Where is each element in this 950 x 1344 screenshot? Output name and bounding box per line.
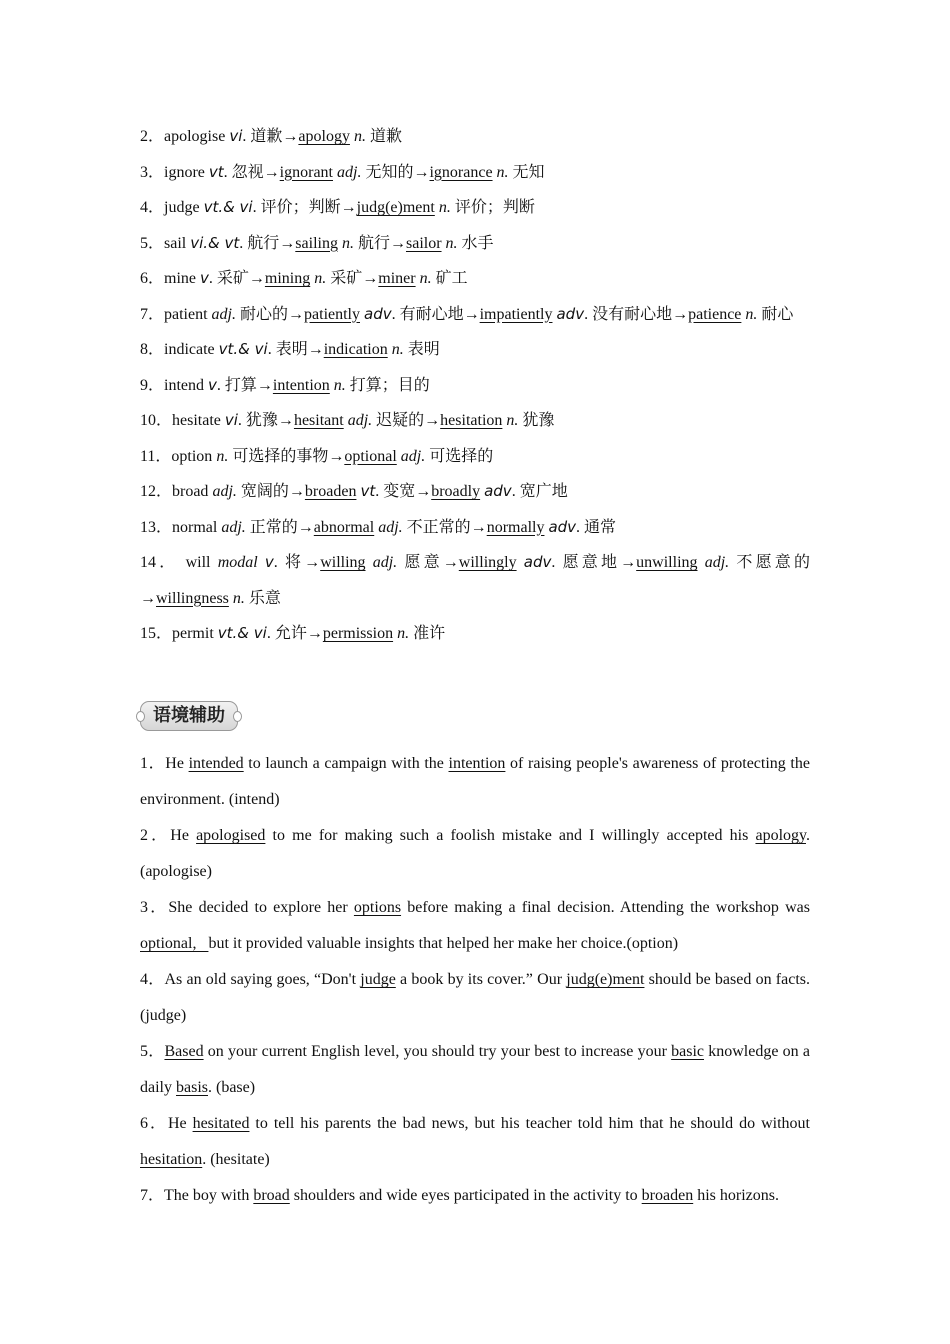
text-segment: 3．She decided to explore her <box>140 899 354 916</box>
text-segment: 道歉 <box>365 128 402 145</box>
vocab-item <box>140 545 810 616</box>
text-segment: . 犹豫→ <box>237 412 294 429</box>
text-segment: 10．hesitate <box>140 412 225 429</box>
context-sentence <box>140 890 810 962</box>
part-of-speech: adj. <box>365 554 398 571</box>
context-sentence <box>140 1034 810 1106</box>
answer-word: permission <box>322 625 394 642</box>
part-of-speech: adv <box>484 482 512 500</box>
part-of-speech: n. <box>329 376 346 394</box>
vocab-item <box>140 439 810 475</box>
text-segment: 可选择的 <box>425 447 494 465</box>
text-segment: . 道歉→ <box>242 128 299 145</box>
text-segment: 宽阔的→ <box>236 483 305 500</box>
text-segment: 耐心的→ <box>236 305 305 323</box>
text-segment: . 采矿→ <box>208 270 265 287</box>
part-of-speech: adj. <box>221 518 246 536</box>
answer-word: indication <box>323 341 388 358</box>
text-segment: . (base) <box>208 1079 256 1096</box>
part-of-speech: adj. <box>211 305 236 323</box>
text-segment: 无知 <box>508 163 545 181</box>
text-segment: but it provided valuable insights that helped her make her choice.(option) <box>208 935 679 952</box>
text-segment: . 通常 <box>576 518 617 536</box>
part-of-speech: adj. <box>333 163 362 181</box>
text-segment: . 航行→ <box>239 234 296 252</box>
text-segment: 愿意→ <box>397 554 459 571</box>
answer-word: abnormal <box>313 518 375 536</box>
text-segment: 14． will <box>140 554 218 571</box>
part-of-speech: adv <box>364 304 392 323</box>
text-segment: 5． <box>140 1043 165 1060</box>
text-segment: 犹豫 <box>518 412 555 429</box>
text-segment: 航行→ <box>353 234 406 252</box>
text-segment: 5．sail <box>140 234 191 252</box>
text-segment: . 表明→ <box>267 341 324 358</box>
answer-word: impatiently <box>479 305 553 323</box>
part-of-speech: adj. <box>697 554 730 571</box>
context-sentence <box>140 818 810 890</box>
part-of-speech: n. <box>741 305 758 323</box>
text-segment: . 有耐心地→ <box>391 305 480 323</box>
answer-word: ignorant <box>279 163 333 181</box>
answer-word: broaden <box>304 483 357 500</box>
context-sentence <box>140 1178 810 1214</box>
text-segment: 11．option <box>140 447 217 465</box>
vocab-item <box>140 297 810 333</box>
text-segment: . (apologise) <box>140 827 810 880</box>
part-of-speech: vt <box>208 162 224 181</box>
part-of-speech: n. <box>434 199 451 216</box>
answer-word: patiently <box>304 305 360 323</box>
vocab-item <box>140 119 810 155</box>
part-of-speech: v <box>200 269 209 287</box>
answer-word: patience <box>688 305 742 323</box>
answer-word: optional <box>344 447 397 465</box>
text-segment: to tell his parents the bad news, but his teacher told him that he should do without <box>249 1115 810 1132</box>
text-segment: 12．broad <box>140 483 213 500</box>
text-segment: 评价；判断 <box>450 199 535 216</box>
text-segment: 可选择的事物→ <box>228 447 345 465</box>
text-segment: . 允许→ <box>266 625 323 642</box>
part-of-speech: n. <box>492 163 509 181</box>
part-of-speech: vt.& vi <box>218 340 268 358</box>
vocab-item <box>140 155 810 191</box>
part-of-speech: n. <box>228 589 245 607</box>
vocab-item <box>140 616 810 652</box>
vocab-item <box>140 261 810 297</box>
part-of-speech: adj. <box>396 447 426 465</box>
text-segment: 4．judge <box>140 199 204 216</box>
part-of-speech: n. <box>502 412 519 429</box>
answer-word: hesitant <box>293 412 344 429</box>
answer-word: mining <box>264 270 311 287</box>
answer-word: intention <box>272 376 330 394</box>
answer-word: ignorance <box>429 163 493 181</box>
part-of-speech: adv <box>523 553 552 571</box>
answer-word: sailing <box>295 234 338 252</box>
part-of-speech: adv <box>548 517 577 536</box>
part-of-speech: n. <box>349 128 366 145</box>
part-of-speech: vi.& vt <box>190 233 240 252</box>
text-segment: 表明 <box>403 341 440 358</box>
answer-word: intended <box>188 755 244 772</box>
text-segment: should be based on facts. (judge) <box>140 971 811 1024</box>
vocab-item <box>140 474 810 510</box>
text-segment: 3．ignore <box>140 163 209 181</box>
text-segment: 准许 <box>409 625 446 642</box>
context-sentence <box>140 746 810 818</box>
vocab-item <box>140 190 810 226</box>
answer-word: apology <box>298 128 350 145</box>
answer-word: broaden <box>641 1187 694 1204</box>
part-of-speech: vt.& vi <box>217 624 267 642</box>
text-segment: 矿工 <box>431 270 468 287</box>
answer-word: willingly <box>458 554 517 571</box>
context-sentence <box>140 1106 810 1178</box>
text-segment: . 将→ <box>273 554 321 571</box>
text-segment <box>258 554 265 571</box>
answer-word: willing <box>320 554 366 571</box>
text-segment: 8．indicate <box>140 341 219 358</box>
part-of-speech: v <box>264 553 274 571</box>
text-segment: shoulders and wide eyes participated in the activity to <box>289 1187 642 1204</box>
text-segment: 不正常的→ <box>402 518 487 536</box>
part-of-speech: n. <box>216 447 229 465</box>
text-segment: to me for making such a foolish mistake and I willingly accepted his <box>265 827 756 844</box>
word-formation-list <box>140 119 810 652</box>
text-segment: 1．He <box>140 755 189 772</box>
text-segment: 正常的→ <box>245 518 314 536</box>
text-segment: before making a final decision. Attending the workshop was <box>401 899 810 916</box>
text-segment: 乐意 <box>244 589 281 607</box>
vocab-item <box>140 368 810 404</box>
text-segment: 4．As an old saying goes, “Don't <box>140 971 361 988</box>
part-of-speech: vt.& vi <box>203 198 253 216</box>
vocab-item <box>140 332 810 368</box>
context-sentences-list <box>140 746 810 1214</box>
part-of-speech: modal <box>217 554 258 571</box>
part-of-speech: adj. <box>212 483 237 500</box>
part-of-speech: vi <box>229 127 243 145</box>
answer-word: judge <box>360 971 396 988</box>
part-of-speech: n. <box>393 625 410 642</box>
text-segment: 采矿→ <box>326 270 379 287</box>
answer-word: apology <box>755 827 806 844</box>
answer-word: broadly <box>431 483 481 500</box>
part-of-speech: n. <box>337 234 354 252</box>
context-sentence <box>140 962 810 1034</box>
text-segment <box>517 554 524 571</box>
answer-word: hesitation <box>440 412 503 429</box>
text-segment: 6．mine <box>140 270 200 287</box>
part-of-speech: n. <box>441 234 458 252</box>
text-segment: 2．He <box>140 827 197 844</box>
part-of-speech: v <box>208 375 217 394</box>
part-of-speech: adv <box>556 304 585 323</box>
answer-word: optional, <box>140 935 209 952</box>
text-segment: . (hesitate) <box>202 1151 270 1168</box>
answer-word: basic <box>671 1043 704 1060</box>
text-segment: knowledge on a daily <box>140 1043 810 1096</box>
text-segment: . 评价；判断→ <box>252 199 357 216</box>
answer-word: hesitation <box>140 1151 203 1168</box>
vocab-item <box>140 226 810 262</box>
text-segment: 7．The boy with <box>140 1187 254 1204</box>
text-segment: . 忽视→ <box>223 163 280 181</box>
text-segment: . 没有耐心地→ <box>584 305 689 323</box>
answer-word: unwilling <box>636 554 698 571</box>
text-segment: 6．He <box>140 1115 193 1132</box>
part-of-speech: vt <box>360 482 376 500</box>
answer-word: broad <box>253 1187 290 1204</box>
answer-word: normally <box>486 518 545 536</box>
part-of-speech: adj. <box>374 518 403 536</box>
text-segment: 9．intend <box>140 376 208 394</box>
answer-word: judg(e)ment <box>356 199 435 216</box>
answer-word: apologised <box>196 827 266 844</box>
answer-word: Based <box>164 1043 204 1060</box>
section-heading-badge: 语境辅助 <box>140 701 238 731</box>
text-segment: 不愿意的→ <box>140 554 810 607</box>
answer-word: basis <box>176 1079 208 1096</box>
text-segment: 2．apologise <box>140 128 230 145</box>
answer-word: options <box>353 899 402 916</box>
text-segment: 打算；目的 <box>345 376 430 394</box>
text-segment: . 愿意地→ <box>551 554 637 571</box>
answer-word: willingness <box>156 589 229 607</box>
text-segment: 水手 <box>457 234 494 252</box>
text-segment: 15．permit <box>140 625 218 642</box>
text-segment: . 打算→ <box>216 376 273 394</box>
answer-word: hesitated <box>192 1115 250 1132</box>
text-segment: of raising people's awareness of protecting the environment. (intend) <box>140 755 810 808</box>
text-segment: his horizons. <box>693 1187 779 1204</box>
part-of-speech: n. <box>387 341 404 358</box>
text-segment: 迟疑的→ <box>372 412 441 429</box>
text-segment: 耐心 <box>757 305 794 323</box>
text-segment: . 宽广地 <box>511 483 568 500</box>
part-of-speech: vi <box>224 411 238 429</box>
answer-word: judg(e)ment <box>566 971 645 988</box>
vocab-item <box>140 403 810 439</box>
answer-word: sailor <box>405 234 442 252</box>
vocab-item <box>140 510 810 546</box>
text-segment: on your current English level, you should try your best to increase your <box>203 1043 672 1060</box>
text-segment: to launch a campaign with the <box>243 755 449 772</box>
text-segment: a book by its cover.” Our <box>395 971 567 988</box>
text-segment: 无知的→ <box>361 163 430 181</box>
part-of-speech: n. <box>310 270 327 287</box>
text-segment: 13．normal <box>140 518 222 536</box>
part-of-speech: n. <box>415 270 432 287</box>
answer-word: intention <box>448 755 506 772</box>
part-of-speech: adj. <box>343 412 373 429</box>
text-segment: 7．patient <box>140 305 212 323</box>
text-segment: . 变宽→ <box>375 483 432 500</box>
answer-word: miner <box>378 270 416 287</box>
